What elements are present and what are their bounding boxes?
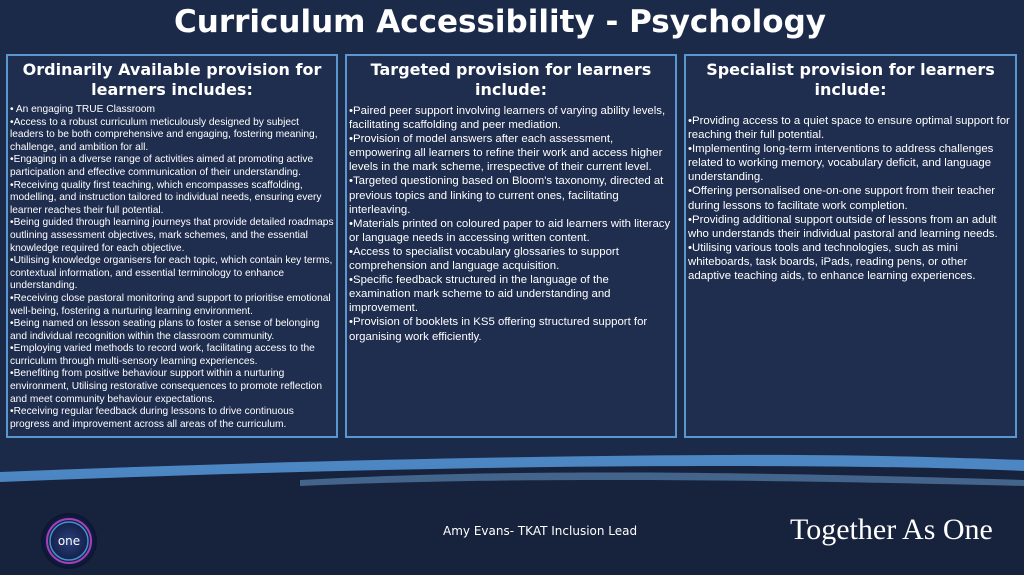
list-item: •Targeted questioning based on Bloom's taxonomy, directed at previous topics and linking to current ones, facilitating interleaving. — [349, 175, 664, 216]
list-item: •Providing additional support outside of lessons from an adult who understands their individual pastoral and learning needs. — [688, 213, 998, 240]
list-item: •Being named on lesson seating plans to foster a sense of belonging and individual recognition within the classroom community. — [10, 318, 320, 342]
specialist-provision-heading: Specialist provision for learners include: — [706, 60, 995, 99]
targeted-provision-panel — [345, 54, 677, 438]
list-item: •Receiving regular feedback during lessons to drive continuous progress and improvement across all areas of the curriculum. — [10, 406, 294, 430]
decorative-wave — [0, 440, 1024, 575]
list-item: •Receiving quality first teaching, which encompasses scaffolding, modelling, and instruction tailored to individual needs, ensuring every learner reaches their full potential. — [10, 179, 322, 216]
list-item: • An engaging TRUE Classroom — [10, 104, 155, 115]
ordinary-provision-list — [10, 104, 334, 431]
list-item: •Implementing long-term interventions to address challenges related to working memory, vocabulary deficit, and language understanding. — [688, 143, 994, 184]
list-item: •Materials printed on coloured paper to aid learners with literacy or language needs in accessing written content. — [349, 217, 671, 244]
list-item: •Employing varied methods to record work, facilitating access to the curriculum through multi-sensory learning experiences. — [10, 343, 315, 367]
list-item: •Utilising knowledge organisers for each topic, which contain key terms, contextual information, and essential terminology to enhance understanding. — [10, 255, 333, 292]
list-item: •Access to a robust curriculum meticulously designed by subject leaders to be both comprehensive and engaging, fostering meaning, challenge, and ambition for all. — [10, 116, 318, 153]
footer-credit: Amy Evans- TKAT Inclusion Lead — [443, 524, 638, 538]
list-item: •Benefiting from positive behaviour support within a nurturing environment, Utilising restorative consequences to promote reflection and meet community behaviour expectations. — [10, 368, 323, 405]
list-item: •Engaging in a diverse range of activities aimed at promoting active participation and effective communication of their understanding. — [10, 154, 314, 178]
one-logo-icon — [40, 512, 98, 570]
specialist-provision-panel — [684, 54, 1017, 438]
list-item: •Offering personalised one-on-one support from their teacher during lessons to facilitate work completion. — [688, 185, 996, 212]
list-item: •Receiving close pastoral monitoring and support to prioritise emotional well-being, fostering a nurturing learning environment. — [10, 292, 331, 317]
list-item: •Paired peer support involving learners of varying ability levels, facilitating scaffolding and peer mediation. — [349, 105, 666, 132]
list-item: •Provision of booklets in KS5 offering structured support for organising work efficiently. — [349, 316, 648, 343]
ordinary-provision-panel — [6, 54, 338, 438]
list-item: •Provision of model answers after each assessment, empowering all learners to refine their work and access higher levels in the mark scheme, irrespective of their current level. — [349, 133, 663, 174]
list-item: •Utilising various tools and technologies, such as mini whiteboards, task boards, iPads, reading pens, or other adaptive teaching aids, to enhance learning experiences. — [688, 241, 976, 283]
svg-text:one: one — [57, 534, 81, 548]
ordinary-provision-heading: Ordinarily Available provision for learners includes: — [22, 60, 322, 99]
list-item: •Access to specialist vocabulary glossaries to support comprehension and language acquisition. — [349, 245, 619, 273]
targeted-provision-heading: Targeted provision for learners include: — [370, 60, 652, 99]
specialist-provision-list — [688, 114, 1013, 283]
list-item: •Being guided through learning journeys that provide detailed roadmaps outlining assessment objectives, mark schemes, and the essential knowledge required for each objective. — [10, 217, 334, 254]
list-item: •Providing access to a quiet space to ensure optimal support for reaching their full potential. — [688, 115, 1010, 142]
list-item: •Specific feedback structured in the language of the examination mark scheme to aid understanding and improvement. — [349, 274, 611, 315]
targeted-provision-list — [349, 104, 673, 344]
slide-title: Curriculum Accessibility - Psychology — [174, 4, 826, 40]
footer-tagline: Together As One — [790, 513, 993, 546]
